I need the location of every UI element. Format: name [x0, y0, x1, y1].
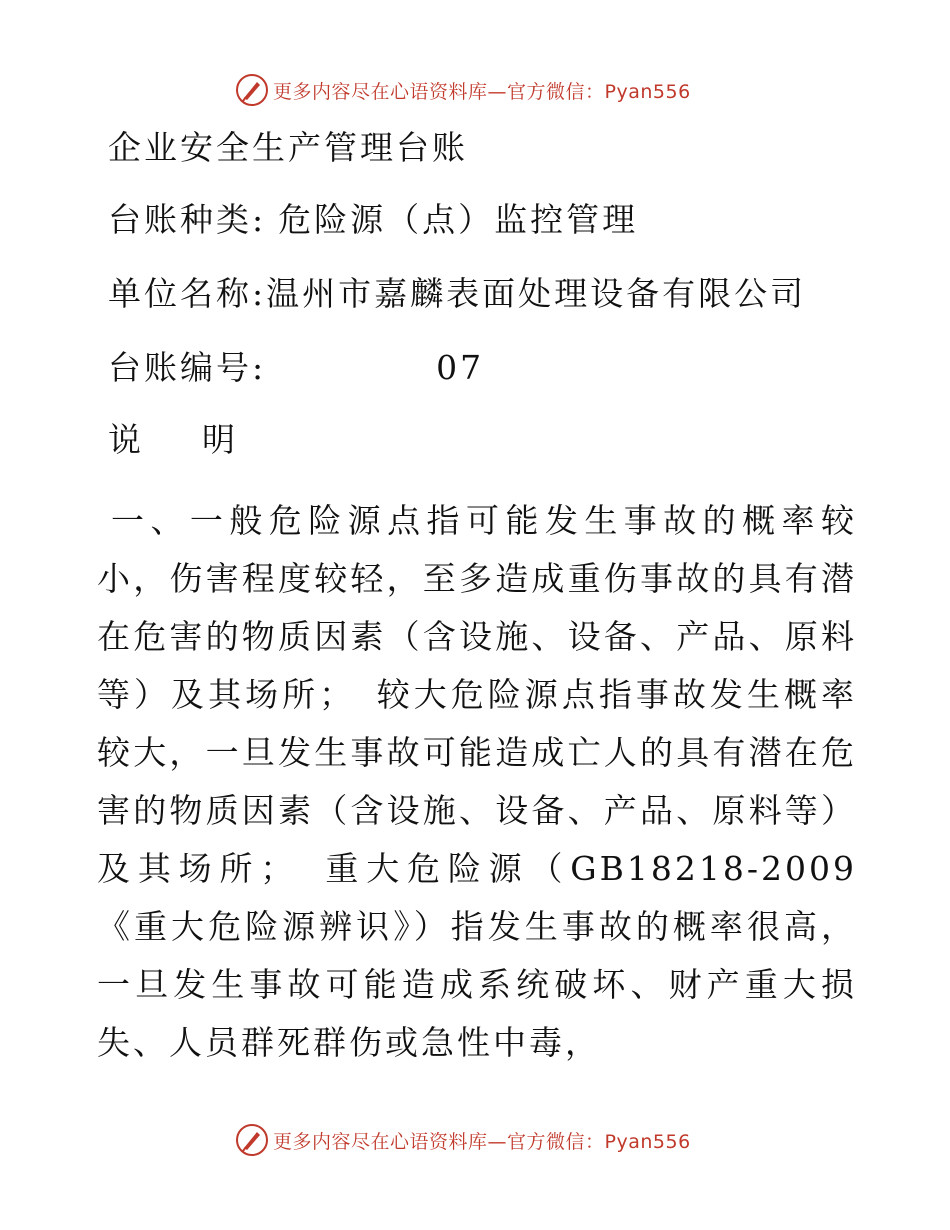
notes-paragraph: 一、一般危险源点指可能发生事故的概率较小，伤害程度较轻，至多造成重伤事故的具有潜在危害的物质因素（含设施、设备、产品、原料等）及其场所； 较大危险源点指事故发生概率较大，一旦发生事故可能造成亡人的具有潜在危害的物质因素（含设施、设备、产品、原料等）及其场所； 重大危险源（GB18218-2009《重大危险源辨识》）指发生事故的概率很高，一旦发生事故可能造成系统破坏、财产重大损失、人员群死群伤或急性中毒， — [97, 501, 857, 1062]
unit-name-row — [108, 274, 806, 314]
notes-heading-char-1: 说 — [108, 420, 144, 459]
ledger-number-row — [108, 348, 484, 388]
watermark-header — [235, 72, 691, 108]
ledger-type-label: 台账种类: — [108, 200, 267, 239]
watermark-footer — [235, 1122, 691, 1158]
notes-heading — [108, 420, 238, 460]
ledger-number-value: 07 — [436, 348, 485, 387]
unit-name-value: 温州市嘉麟表面处理设备有限公司 — [266, 274, 807, 313]
watermark-text: 更多内容尽在心语资料库—官方微信：Pyan556 — [273, 1130, 691, 1153]
watermark-text: 更多内容尽在心语资料库—官方微信：Pyan556 — [273, 80, 691, 103]
quill-logo-icon — [235, 73, 269, 107]
notes-heading-char-2: 明 — [202, 420, 238, 459]
ledger-title: 企业安全生产管理台账 — [108, 128, 468, 167]
ledger-number-label: 台账编号: — [108, 348, 267, 387]
quill-logo-icon — [235, 1123, 269, 1157]
ledger-type-value: 危险源（点）监控管理 — [278, 200, 639, 239]
unit-name-label: 单位名称: — [108, 274, 267, 313]
ledger-type-row — [108, 200, 638, 240]
